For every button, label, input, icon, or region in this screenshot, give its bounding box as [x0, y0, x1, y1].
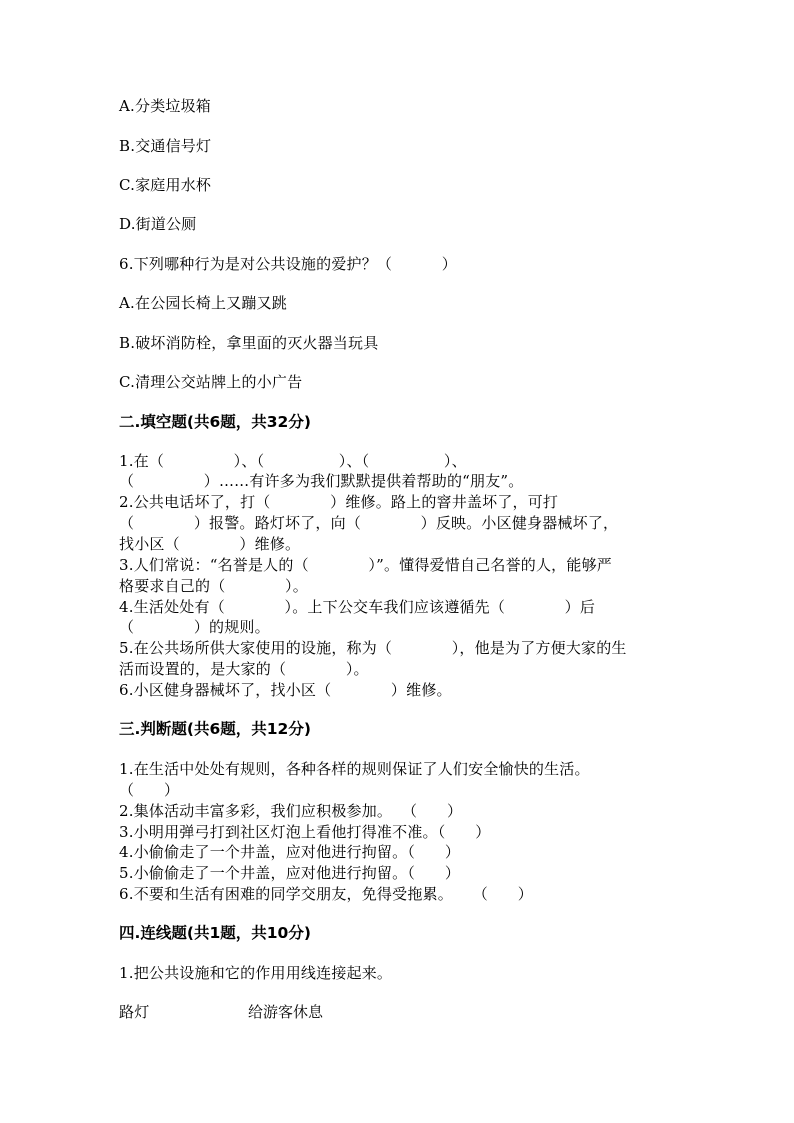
fill-line: 3.人们常说：“名誉是人的（ ）”。懂得爱惜自己名誉的人，能够严 [119, 556, 612, 574]
judge-line: （ ） [119, 781, 180, 799]
section-2-title: 二.填空题(共6题，共32分) [119, 413, 311, 431]
fill-line: 6.小区健身器械坏了，找小区（ ）维修。 [119, 681, 452, 699]
section-3-title: 三.判断题(共6题，共12分) [119, 720, 311, 738]
fill-line: （ ）……有许多为我们默默提供着帮助的“朋友”。 [119, 472, 524, 490]
option-b-prev: B.交通信号灯 [119, 137, 212, 155]
matching-question: 1.把公共设施和它的作用用线连接起来。 [119, 964, 393, 982]
fill-line: 1.在（ ）、（ ）、（ ）、 [119, 452, 467, 470]
judge-line: 5.小偷偷走了一个井盖，应对他进行拘留。（ ） [119, 864, 461, 882]
question-6-option-b: B.破坏消防栓，拿里面的灭火器当玩具 [119, 334, 379, 352]
option-c-prev: C.家庭用水杯 [119, 176, 212, 194]
section-4-title: 四.连线题(共1题，共10分) [119, 924, 311, 942]
fill-line: 5.在公共场所供大家使用的设施，称为（ ），他是为了方便大家的生 [119, 639, 627, 657]
judge-line: 3.小明用弹弓打到社区灯泡上看他打得准不准。（ ） [119, 823, 491, 841]
fill-line: 4.生活处处有（ ）。上下公交车我们应该遵循先（ ）后 [119, 598, 596, 616]
fill-line: 2.公共电话坏了，打（ ）维修。路上的窨井盖坏了，可打 [119, 493, 559, 511]
option-d-prev: D.街道公厕 [119, 215, 197, 233]
judge-line: 4.小偷偷走了一个井盖，应对他进行拘留。（ ） [119, 843, 461, 861]
judge-line: 6.不要和生活有困难的同学交朋友，免得受拖累。 （ ） [119, 885, 533, 903]
matching-right-item: 给游客休息 [248, 1003, 324, 1021]
fill-line: 格要求自己的（ ）。 [119, 577, 308, 595]
matching-left-item: 路灯 [119, 1003, 150, 1021]
judge-line: 1.在生活中处处有规则，各种各样的规则保证了人们安全愉快的生活。 [119, 760, 590, 778]
question-6-option-c: C.清理公交站牌上的小广告 [119, 373, 303, 391]
fill-line: （ ）报警。路灯坏了，向（ ）反映。小区健身器械坏了， [119, 514, 619, 532]
fill-line: 找小区（ ）维修。 [119, 535, 301, 553]
question-6-option-a: A.在公园长椅上又蹦又跳 [119, 294, 288, 312]
option-a-prev: A.分类垃圾箱 [119, 97, 212, 115]
judge-line: 2.集体活动丰富多彩，我们应积极参加。 （ ） [119, 802, 463, 820]
fill-line: 活而设置的，是大家的（ ）。 [119, 660, 369, 678]
question-6-stem: 6.下列哪种行为是对公共设施的爱护？（ ） [119, 255, 457, 273]
fill-line: （ ）的规则。 [119, 618, 270, 636]
